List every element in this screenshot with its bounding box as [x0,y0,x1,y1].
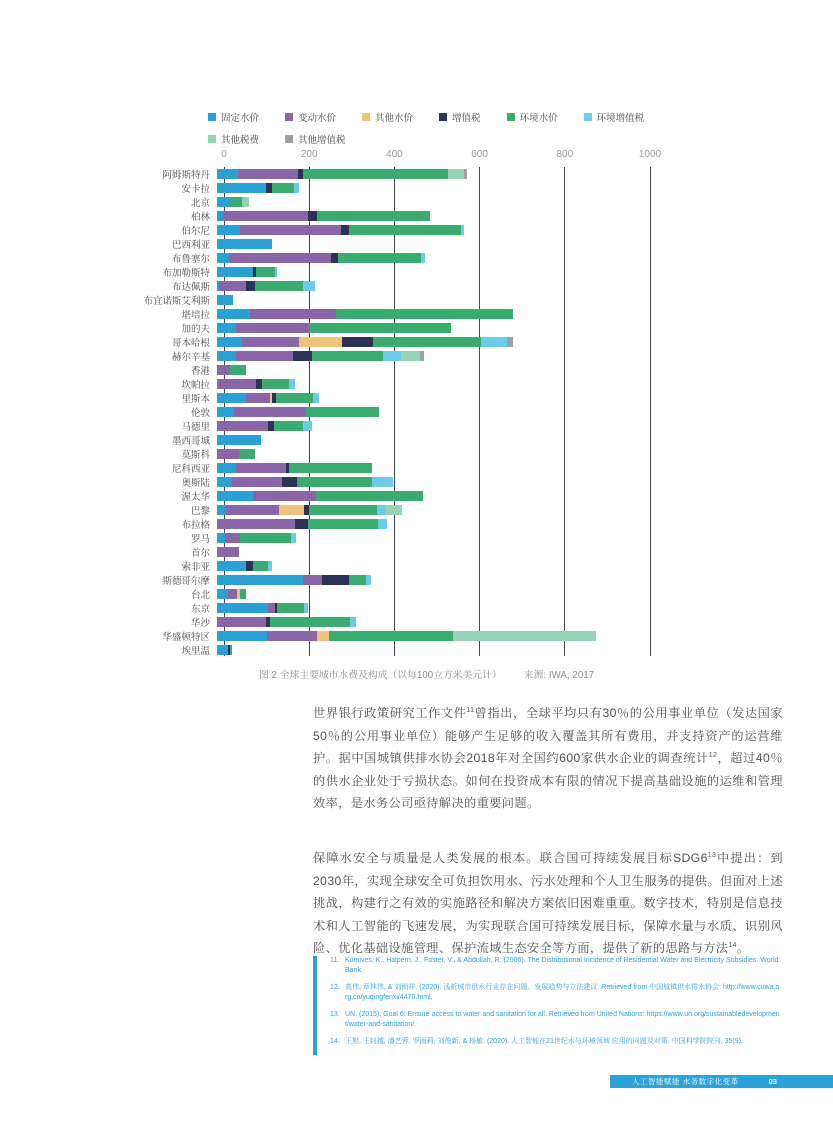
footer-page-number: 03 [768,1077,777,1086]
chart-row [0,503,650,517]
bar-segment-固定水价 [217,491,253,501]
bar-segment-增值税 [308,211,317,221]
footnotes-block [313,956,781,1055]
footnote-text: 高伟, 章林伟, & 刘锁祥. (2020). 浅析城市供水行业存在问题、发展趋势与立法建议. Retrieved from 中国城镇供水排水协会: http://www.cuwa.org.cn/yuqingfenxi/4470.html. [345,984,780,1001]
legend-item [584,110,645,124]
bar-segment-环境增值税 [366,575,372,585]
bar-track [217,561,643,571]
bar-segment-变动水价 [217,519,295,529]
bar-segment-固定水价 [217,589,228,599]
bar-track [217,351,643,361]
legend-row [208,132,644,146]
bar-segment-环境增值税 [268,561,272,571]
bar-track [217,379,643,389]
city-label: 东京 [190,604,210,615]
bar-segment-环境水价 [349,225,461,235]
legend-color-chip [208,113,216,121]
chart-row [0,545,650,559]
bar-segment-环境水价 [303,169,448,179]
chart-row [0,307,650,321]
chart-row [0,391,650,405]
city-label: 台北 [190,590,210,601]
bar-segment-环境水价 [373,337,480,347]
bar-segment-增值税 [282,477,296,487]
legend-label: 变动水价 [298,113,337,124]
chart-row [0,601,650,615]
chart-rows [0,167,650,656]
bar-segment-固定水价 [217,267,253,277]
paragraph-2-text: 中提出：到2030年，实现全球安全可负担饮用水、污水处理和个人卫生服务的提供。但面对上述挑战，构建行之有效的实施路径和解决方案依旧困难重重。数字技术，特别是信息技术和人工智能的飞速发展，为实现联合国可持续发展目标，保障水量与水质、识别风险、优化基础设施管理、保护流域生态安全等方面，提供了新的思路与方法 [313,850,784,956]
chart-row [0,181,650,195]
bar-segment-固定水价 [217,309,250,319]
footnote-ref-12: 12 [708,752,718,760]
bar-track [217,323,643,333]
bar-segment-固定水价 [217,253,229,263]
bar-segment-变动水价 [225,533,240,543]
city-label: 埃里温 [181,646,210,657]
city-label: 哥本哈根 [171,338,210,349]
bar-segment-固定水价 [217,393,246,403]
bar-segment-变动水价 [253,491,316,501]
footer-bar [610,1075,833,1088]
bar-track [217,267,643,277]
bar-segment-环境水价 [262,379,289,389]
footer-title: 人工智能赋能 水务数字化变革 [632,1077,739,1086]
bar-segment-变动水价 [218,379,255,389]
legend-item [362,110,413,124]
bar-segment-环境水价 [297,477,373,487]
bar-segment-环境增值税 [303,421,312,431]
bar-segment-环境水价 [316,491,423,501]
city-label: 斯德哥尔摩 [162,576,210,587]
bar-segment-变动水价 [236,351,293,361]
footnote-item [330,983,781,1002]
city-label: 布宜诺斯艾利斯 [143,296,210,307]
city-label: 尼科西亚 [171,464,210,475]
bar-track [217,547,643,557]
bar-track [217,477,643,487]
bar-segment-环境水价 [349,575,365,585]
chart-row [0,419,650,433]
chart-row [0,615,650,629]
bar-segment-环境水价 [308,519,378,529]
bar-segment-固定水价 [217,505,226,515]
footnote-item [330,956,781,975]
bar-segment-环境增值税 [421,253,424,263]
city-label: 赫尔辛基 [171,352,210,363]
bar-segment-环境增值税 [294,183,299,193]
legend-label: 固定水价 [221,113,260,124]
legend-label: 其他增值税 [298,135,346,146]
footnote-number: 14. [330,1038,340,1045]
bar-segment-其他税费 [401,351,420,361]
footnote-text: UN. (2015). Goal 6: Ensure access to water and sanitation for all. Retrieved from United Nations: https://www.un.org/sustainabledevelopment/water-and-sanitation/. [345,1011,780,1028]
x-tick-label: 800 [556,149,574,160]
legend-color-chip [439,113,447,121]
footnote-number: 11. [330,957,340,964]
bar-track [217,407,643,417]
bar-segment-增值税 [341,225,350,235]
bar-segment-固定水价 [217,225,240,235]
chart-legend [208,110,644,146]
bar-segment-环境增值税 [372,477,392,487]
chart-row [0,489,650,503]
bar-segment-环境水价 [338,253,421,263]
footnote-number: 13. [330,1011,340,1018]
city-label: 奥斯陆 [181,478,210,489]
bar-segment-环境水价 [309,323,450,333]
water-price-stacked-bar-chart [143,167,650,657]
bar-segment-环境增值税 [481,337,507,347]
legend-color-chip [208,135,216,143]
bar-segment-环境增值税 [350,617,356,627]
bar-segment-其他增值税 [507,337,514,347]
bar-segment-环境水价 [317,211,430,221]
bar-track [217,197,643,207]
bar-segment-变动水价 [267,631,317,641]
bar-track [217,239,643,249]
bar-segment-环境增值税 [291,533,296,543]
bar-segment-变动水价 [240,225,341,235]
figure-caption [259,667,594,681]
city-label: 渥太华 [181,492,210,503]
bar-segment-其他水价 [299,337,342,347]
legend-label: 其他水价 [375,113,414,124]
bar-track [217,253,643,263]
bar-segment-增值税 [246,281,255,291]
bar-segment-固定水价 [217,533,225,543]
bar-track [217,169,643,179]
paragraph-2-text: 。 [736,941,750,956]
chart-row [0,251,650,265]
bar-segment-固定水价 [217,239,272,249]
bar-segment-环境水价 [230,365,246,375]
chart-row [0,643,650,657]
paragraph-2 [313,847,783,960]
paragraph-1-text: ，超过40％的供水企业处于亏损状态。如何在投资成本有限的情况下提高基础设施的运维和管理效率，是水务公司亟待解决的重要问题。 [313,751,784,811]
bar-segment-变动水价 [234,407,306,417]
bar-segment-环境增值税 [304,603,307,613]
bar-track [217,589,643,599]
bar-track [217,533,643,543]
city-label: 伯尔尼 [181,226,210,237]
city-label: 华盛顿特区 [162,632,210,643]
legend-item [208,132,259,146]
figure-caption-source: 来源: IWA, 2017 [523,670,595,681]
bar-segment-环境水价 [274,421,303,431]
legend-item [208,110,259,124]
bar-segment-固定水价 [217,351,236,361]
bar-segment-其他水价 [279,505,304,515]
bar-segment-变动水价 [226,505,278,515]
bar-segment-其他税费 [242,197,249,207]
legend-label: 环境增值税 [596,113,645,124]
bar-segment-变动水价 [236,323,310,333]
bar-segment-固定水价 [217,435,261,445]
city-label: 柏林 [190,212,210,223]
legend-item [439,110,481,124]
bar-segment-固定水价 [217,407,234,417]
bar-segment-变动水价 [217,365,230,375]
bar-segment-固定水价 [217,477,232,487]
bar-segment-变动水价 [219,281,247,291]
bar-segment-环境水价 [240,533,292,543]
chart-row [0,377,650,391]
bar-segment-其他水价 [317,631,329,641]
bar-segment-环境水价 [255,281,303,291]
city-label: 坎帕拉 [181,380,210,391]
bar-track [217,421,643,431]
city-label: 布达佩斯 [171,282,210,293]
bar-segment-环境水价 [253,561,268,571]
bar-track [217,211,643,221]
bar-segment-环境水价 [306,407,379,417]
chart-x-axis [221,149,662,162]
bar-segment-变动水价 [238,169,298,179]
footnote-text: Komives, K., Halpern, J., Foster, V., & Abdullah, R. (2006). The Distributional Incidence of Residential Water and Electricity Subsidies. World Bank. [345,957,779,974]
city-label: 罗马 [190,534,210,545]
legend-color-chip [362,113,370,121]
bar-segment-变动水价 [223,211,308,221]
bar-segment-固定水价 [217,169,238,179]
city-label: 伦敦 [190,408,210,419]
bar-segment-固定水价 [217,631,267,641]
bar-segment-其他税费 [448,169,464,179]
bar-segment-增值税 [295,519,307,529]
bar-track [217,337,643,347]
bar-segment-变动水价 [217,547,239,557]
city-label: 阿姆斯特丹 [162,170,210,181]
chart-row [0,321,650,335]
bar-segment-固定水价 [217,323,236,333]
bar-segment-环境增值税 [377,505,386,515]
bar-segment-环境增值税 [289,379,295,389]
bar-segment-固定水价 [217,561,246,571]
legend-color-chip [584,113,592,121]
bar-segment-环境水价 [329,631,454,641]
bar-segment-变动水价 [268,603,275,613]
bar-segment-变动水价 [250,309,336,319]
footnote-item [330,1037,781,1047]
bar-segment-变动水价 [228,589,237,599]
bar-segment-固定水价 [217,295,233,305]
chart-row [0,195,650,209]
bar-track [217,281,643,291]
legend-label: 环境水价 [519,113,558,124]
bar-segment-环境水价 [270,617,350,627]
bar-segment-环境水价 [336,309,512,319]
x-tick-label: 200 [300,149,318,160]
bar-segment-环境水价 [312,351,383,361]
bar-segment-增值税 [246,561,253,571]
bar-segment-环境增值税 [303,281,316,291]
city-label: 布加勒斯特 [162,268,210,279]
bar-track [217,575,643,585]
bar-segment-变动水价 [242,337,299,347]
bar-segment-变动水价 [229,253,331,263]
chart-row [0,587,650,601]
city-label: 索非亚 [181,562,210,573]
bar-segment-其他税费 [453,631,595,641]
chart-row [0,517,650,531]
footnote-ref-13: 13 [707,851,717,859]
paragraph-1-text: 世界银行政策研究工作文件 [313,706,467,720]
chart-row [0,167,650,181]
bar-segment-环境水价 [309,505,377,515]
legend-row [208,110,644,124]
bar-segment-固定水价 [217,197,230,207]
bar-track [217,603,643,613]
legend-item [507,110,558,124]
paragraph-1 [313,702,783,815]
city-label: 华沙 [190,618,210,629]
bar-segment-变动水价 [232,477,282,487]
bar-track [217,225,643,235]
chart-row [0,433,650,447]
bar-segment-增值税 [342,337,373,347]
chart-row [0,363,650,377]
x-tick-label: 0 [221,149,227,160]
city-label: 堪培拉 [181,310,210,321]
body-text [313,702,783,960]
bar-segment-固定水价 [217,575,303,585]
city-label: 首尔 [190,548,210,559]
bar-track [217,295,643,305]
bar-segment-环境水价 [276,393,313,403]
bar-track [217,365,643,375]
bar-track [217,183,643,193]
bar-segment-变动水价 [217,449,239,459]
chart-row [0,531,650,545]
chart-row [0,293,650,307]
chart-row [0,475,650,489]
bar-segment-环境增值税 [461,225,464,235]
bar-track [217,491,643,501]
bar-segment-环境水价 [289,463,372,473]
bar-segment-环境增值税 [383,351,400,361]
bar-track [217,631,643,641]
bar-segment-环境增值税 [275,267,277,277]
legend-item [285,110,336,124]
city-label: 巴西利亚 [171,240,210,251]
footnote-text: 王旭, 王钊越, 潘艺蓉, 罗雨莉, 刘俊新, & 杨敏. (2020). 人工智能在21世纪水与环境领域 应用的问题及对策. 中国科学院院刊, 35(9). [345,1038,743,1045]
bar-track [217,435,643,445]
chart-row [0,461,650,475]
chart-row [0,223,650,237]
legend-color-chip [285,135,293,143]
bar-segment-环境水价 [230,197,242,207]
city-label: 加的夫 [181,324,210,335]
city-label: 北京 [190,198,210,209]
bar-track [217,393,643,403]
footnote-number: 12. [330,984,340,991]
bar-track [217,449,643,459]
chart-row [0,237,650,251]
x-tick-label: 600 [471,149,488,160]
paragraph-1-text: 曾指出，全球平均只有30％的公用事业单位（发达国家50％的公用事业单位）能够产生足够的收入覆盖其所有费用，并支持资产的运营维护。据中国城镇供排水协会2018年对全国约600家供水企业的调查统计 [313,706,783,766]
bar-segment-固定水价 [217,463,236,473]
paragraph-2-text: 保障水安全与质量是人类发展的根本。联合国可持续发展目标SDG6 [313,850,708,865]
legend-label: 增值税 [452,113,481,124]
bar-segment-环境水价 [240,589,247,599]
city-label: 布鲁塞尔 [171,254,210,265]
city-label: 墨西哥城 [171,436,210,447]
bar-segment-变动水价 [236,463,285,473]
figure-caption-title: 图 2 全球主要城市水费及构成（以每100立方米美元计） [259,670,502,681]
bar-track [217,617,643,627]
x-tick-label: 400 [386,149,403,160]
legend-color-chip [285,113,293,121]
bar-segment-环境水价 [277,603,304,613]
city-label: 马德里 [181,422,210,433]
bar-segment-固定水价 [217,183,266,193]
legend-label: 其他税费 [221,135,260,146]
bar-segment-增值税 [331,253,339,263]
bar-track [217,309,643,319]
legend-item [285,132,346,146]
chart-row [0,349,650,363]
bar-track [217,463,643,473]
bar-segment-增值税 [322,575,349,585]
bar-track [217,505,643,515]
chart-row [0,265,650,279]
bar-segment-变动水价 [246,393,270,403]
chart-row [0,209,650,223]
city-label: 莫斯科 [181,450,210,461]
bar-segment-变动水价 [303,575,322,585]
city-label: 香港 [190,366,210,377]
bar-segment-其他增值税 [464,169,467,179]
bar-track [217,519,643,529]
chart-row [0,335,650,349]
x-tick-label: 1000 [638,149,662,160]
bar-segment-环境增值税 [378,519,387,529]
city-label: 安卡拉 [181,184,210,195]
chart-row [0,447,650,461]
chart-row [0,573,650,587]
bar-segment-变动水价 [217,421,268,431]
chart-row [0,559,650,573]
bar-track [217,645,643,655]
chart-row [0,405,650,419]
bar-segment-变动水价 [217,617,266,627]
bar-segment-固定水价 [217,603,268,613]
bar-segment-环境水价 [256,267,275,277]
bar-segment-固定水价 [217,337,242,347]
chart-row [0,629,650,643]
footnote-ref-11: 11 [466,706,475,714]
bar-segment-环境水价 [239,449,255,459]
legend-color-chip [507,113,515,121]
bar-segment-其他税费 [386,505,402,515]
footnote-item [330,1010,781,1029]
bar-segment-环境水价 [272,183,293,193]
bar-segment-环境水价 [230,645,232,655]
bar-segment-增值税 [293,351,312,361]
chart-row [0,279,650,293]
city-label: 巴黎 [190,506,210,517]
footnote-ref-14: 14 [728,942,737,950]
bar-segment-环境增值税 [313,393,319,403]
city-label: 布拉格 [181,520,210,531]
bar-segment-固定水价 [217,645,228,655]
city-label: 里斯本 [181,394,210,405]
bar-segment-其他增值税 [420,351,424,361]
